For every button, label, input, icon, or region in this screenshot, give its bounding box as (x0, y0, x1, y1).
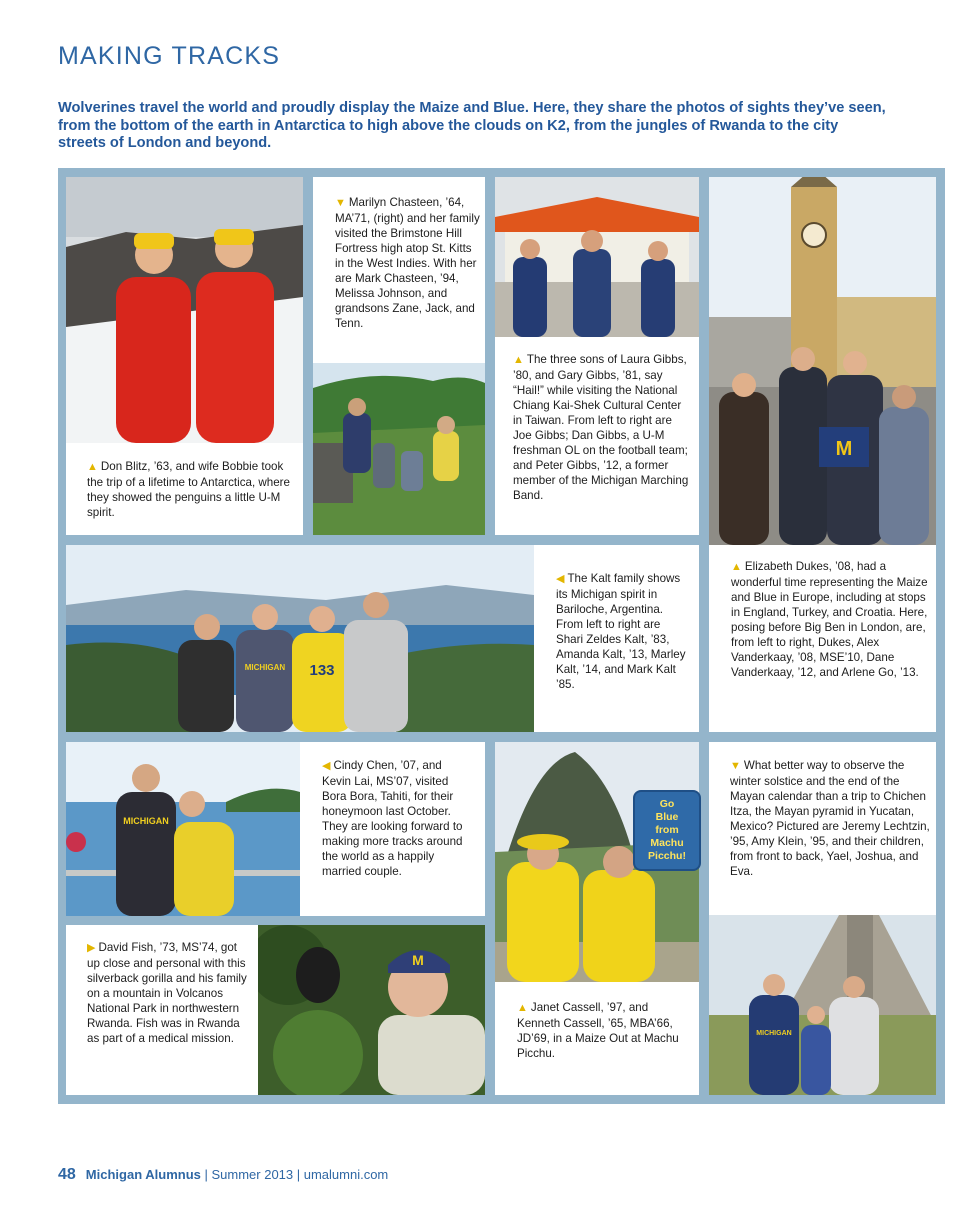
antarctica-photo (66, 177, 303, 443)
bubble-line: Blue (655, 811, 679, 823)
bariloche-caption: ◀ The Kalt family shows its Michigan spirit in Bariloche, Argentina. From left to right are Shari Zeldes Kalt, ’83, Amanda Kalt, ’13, Marley Kalt, ’14, and Mark Kalt ’85. (556, 572, 686, 691)
taiwan-photo (495, 177, 699, 337)
bubble-line: Go (659, 798, 675, 810)
caption-arrow-icon: ▼ (335, 197, 346, 209)
shirt-michigan-text: MICHIGAN (756, 1030, 792, 1037)
shirt-number-text: 133 (309, 662, 335, 679)
rwanda-caption: ▶ David Fish, ’73, MS’74, got up close and personal with this silverback gorilla and his family on a mountain in Volcanos National Park in northwestern Rwanda. Fish was in Rwanda as part of a medical mission. (87, 941, 247, 1045)
london-card (709, 177, 936, 732)
caption-arrow-icon: ◀ (322, 760, 331, 772)
shirt-michigan-text: MICHIGAN (123, 816, 169, 826)
bariloche-photo (66, 545, 534, 732)
caption-arrow-icon: ▲ (513, 354, 524, 366)
intro-text: Wolverines travel the world and proudly display the Maize and Blue. Here, they share the photos of sights they’ve seen, from the bottom of the earth in Antarctica to high above the clouds on K2, from the jungles of Rwanda to the city streets of London and beyond. (58, 100, 886, 151)
machu-picchu-card (495, 742, 699, 1095)
cap-m-text: M (412, 952, 424, 968)
st-kitts-photo (313, 363, 485, 535)
page-footer (58, 1166, 388, 1184)
st-kitts-card (313, 177, 485, 535)
bubble-line: Picchu! (648, 850, 686, 862)
antarctica-caption: ▲ Don Blitz, ’63, and wife Bobbie took the trip of a lifetime to Antarctica, where they showed the penguins a little U-M spirit. (87, 460, 290, 519)
bubble-line: Machu (650, 837, 684, 849)
london-photo (709, 177, 936, 545)
issue-info: | Summer 2013 | umalumni.com (204, 1167, 389, 1182)
taiwan-caption: ▲ The three sons of Laura Gibbs, ’80, and Gary Gibbs, ’81, say “Hail!” while visiting the National Chiang Kai-Shek Cultural Center in Taiwan. From left to right are Joe Gibbs; Dan Gibbs, a U-M freshman OL on the football team; and Peter Gibbs, ’12, a former member of the Michigan Marching Band. (513, 353, 689, 502)
london-caption: ▲ Elizabeth Dukes, ’08, had a wonderful time representing the Maize and Blue in Europe, including at stops in England, Turkey, and Croatia. Here, posing before Big Ben in London, are, from left to right, Dukes, Alex Vanderkaay, ’08, MSE’10, Dane Vanderkaay, ’12, and Arlene Go, ’13. (731, 560, 928, 679)
caption-arrow-icon: ▲ (87, 461, 98, 473)
bubble-line: from (655, 824, 679, 836)
chichen-itza-card (709, 742, 936, 1095)
page-number: 48 (58, 1166, 76, 1183)
page-title: MAKING TRACKS (58, 42, 281, 70)
go-blue-speech-bubble (633, 790, 701, 871)
caption-arrow-icon: ◀ (556, 573, 565, 585)
caption-arrow-icon: ▲ (517, 1002, 528, 1014)
st-kitts-caption: ▼ Marilyn Chasteen, ’64, MA’71, (right) and her family visited the Brimstone Hill Fortress high atop St. Kitts in the West Indies. With her are Mark Chasteen, ’94, Melissa Johnson, and grandsons Zane, Jack, and Tenn. (335, 196, 480, 330)
caption-arrow-icon: ▼ (730, 760, 741, 772)
caption-arrow-icon: ▶ (87, 942, 96, 954)
bora-bora-card (66, 742, 485, 916)
magazine-name: Michigan Alumnus (85, 1167, 201, 1182)
chichen-itza-photo (709, 915, 936, 1095)
caption-arrow-icon: ▲ (731, 561, 742, 573)
antarctica-card (66, 177, 303, 535)
bora-bora-caption: ◀ Cindy Chen, ’07, and Kevin Lai, MS’07, visited Bora Bora, Tahiti, for their honeymoon last October. They are looking forward to making more tracks around the world as a happily married couple. (322, 759, 463, 878)
bora-bora-photo (66, 742, 300, 916)
rwanda-photo (258, 925, 485, 1095)
bariloche-card (66, 545, 699, 732)
machu-picchu-caption: ▲ Janet Cassell, ’97, and Kenneth Cassell, ’65, MBA’66, JD’69, in a Maize Out at Machu Picchu. (517, 1001, 679, 1060)
taiwan-card (495, 177, 699, 535)
chichen-itza-caption: ▼ What better way to observe the winter solstice and the end of the Mayan calendar than a trip to Chichen Itza, the Mayan pyramid in Yucatan, Mexico? Pictured are Jeremy Lechtzin, ’95, Amy Klein, ’95, and their children, from front to back, Yael, Joshua, and Eva. (730, 759, 930, 878)
shirt-m-text: M (835, 438, 853, 460)
rwanda-card (66, 925, 485, 1095)
shirt-michigan-text: MICHIGAN (244, 663, 286, 672)
photo-collage (58, 168, 945, 1104)
